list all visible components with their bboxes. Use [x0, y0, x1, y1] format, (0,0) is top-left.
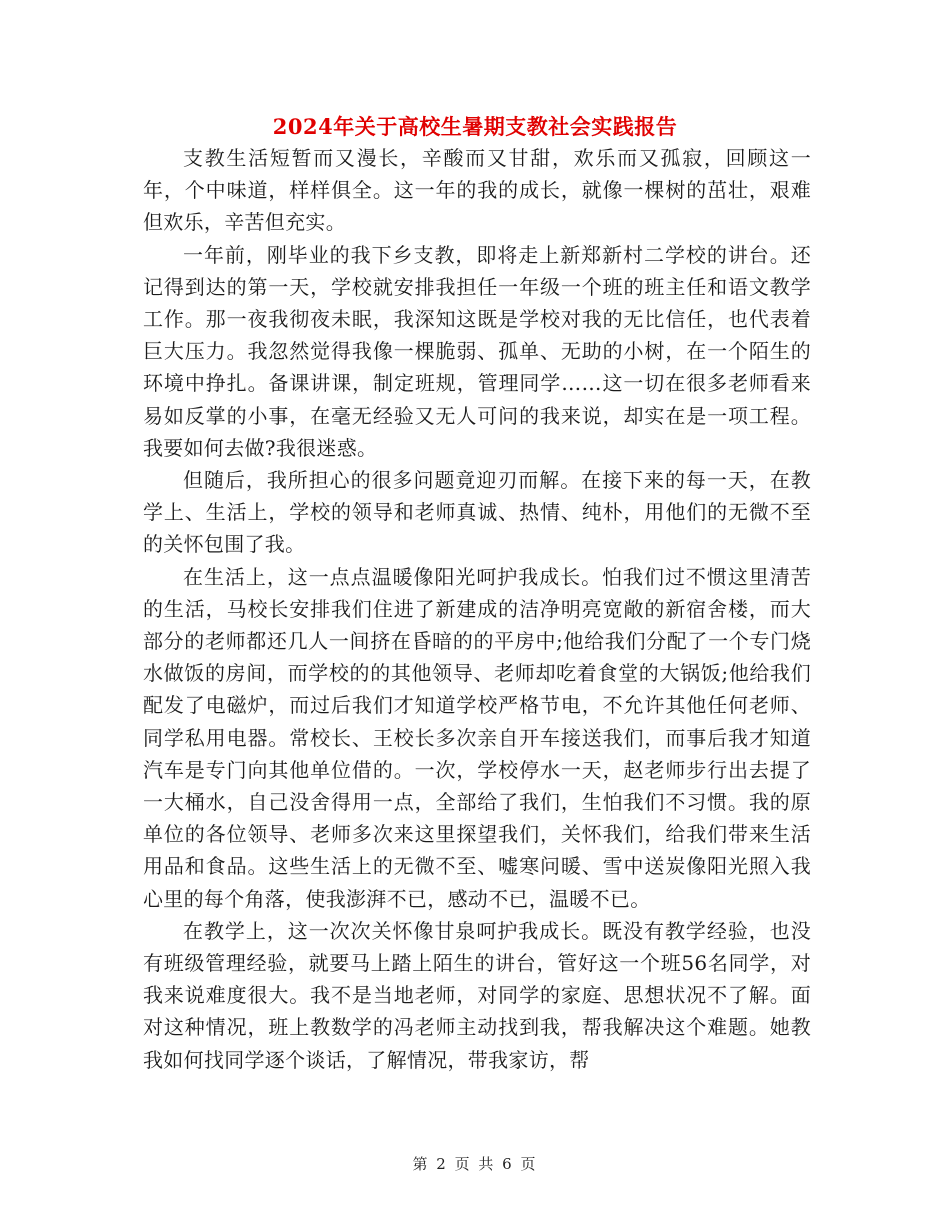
page-footer: 第 2 页 共 6 页	[412, 1155, 538, 1173]
paragraph: 在教学上，这一次次关怀像甘泉呵护我成长。既没有教学经验，也没有班级管理经验，就要马上踏上陌生的讲台，管好这一个班56名同学，对我来说难度很大。我不是当地老师，对同学的家庭、思想状况不了解。面对这种情况，班上教数学的冯老师主动找到我，帮我解决这个难题。她教我如何找同学逐个谈话，了解情况，带我家访，帮	[143, 918, 811, 1072]
paragraph: 一年前，刚毕业的我下乡支教，即将走上新郑新村二学校的讲台。还记得到达的第一天，学校就安排我担任一年级一个班的班主任和语文教学工作。那一夜我彻夜未眠，我深知这既是学校对我的无比信任，也代表着巨大压力。我忽然觉得我像一棵脆弱、孤单、无助的小树，在一个陌生的环境中挣扎。备课讲课，制定班规，管理同学……这一切在很多老师看来易如反掌的小事，在毫无经验又无人可问的我来说，却实在是一项工程。我要如何去做?我很迷惑。	[143, 242, 811, 460]
document-body	[143, 142, 811, 1076]
paragraph: 但随后，我所担心的很多问题竟迎刃而解。在接下来的每一天，在教学上、生活上，学校的领导和老师真诚、热情、纯朴，用他们的无微不至的关怀包围了我。	[143, 468, 811, 557]
paragraph: 在生活上，这一点点温暖像阳光呵护我成长。怕我们过不惯这里清苦的生活，马校长安排我们住进了新建成的洁净明亮宽敞的新宿舍楼，而大部分的老师都还几人一间挤在昏暗的的平房中;他给我们分配了一个专门烧水做饭的房间，而学校的的其他领导、老师却吃着食堂的大锅饭;他给我们配发了电磁炉，而过后我们才知道学校严格节电，不允许其他任何老师、同学私用电器。常校长、王校长多次亲自开车接送我们，而事后我才知道汽车是专门向其他单位借的。一次，学校停水一天，赵老师步行出去提了一大桶水，自己没舍得用一点，全部给了我们，生怕我们不习惯。我的原单位的各位领导、老师多次来这里探望我们，关怀我们，给我们带来生活用品和食品。这些生活上的无微不至、嘘寒问暖、雪中送炭像阳光照入我心里的每个角落，使我澎湃不已，感动不已，温暖不已。	[143, 564, 811, 911]
document-title: 2024年关于高校生暑期支教社会实践报告	[272, 114, 678, 139]
paragraph: 支教生活短暂而又漫长，辛酸而又甘甜，欢乐而又孤寂，回顾这一年，个中味道，样样俱全。这一年的我的成长，就像一棵树的茁壮，艰难但欢乐，辛苦但充实。	[143, 146, 811, 235]
